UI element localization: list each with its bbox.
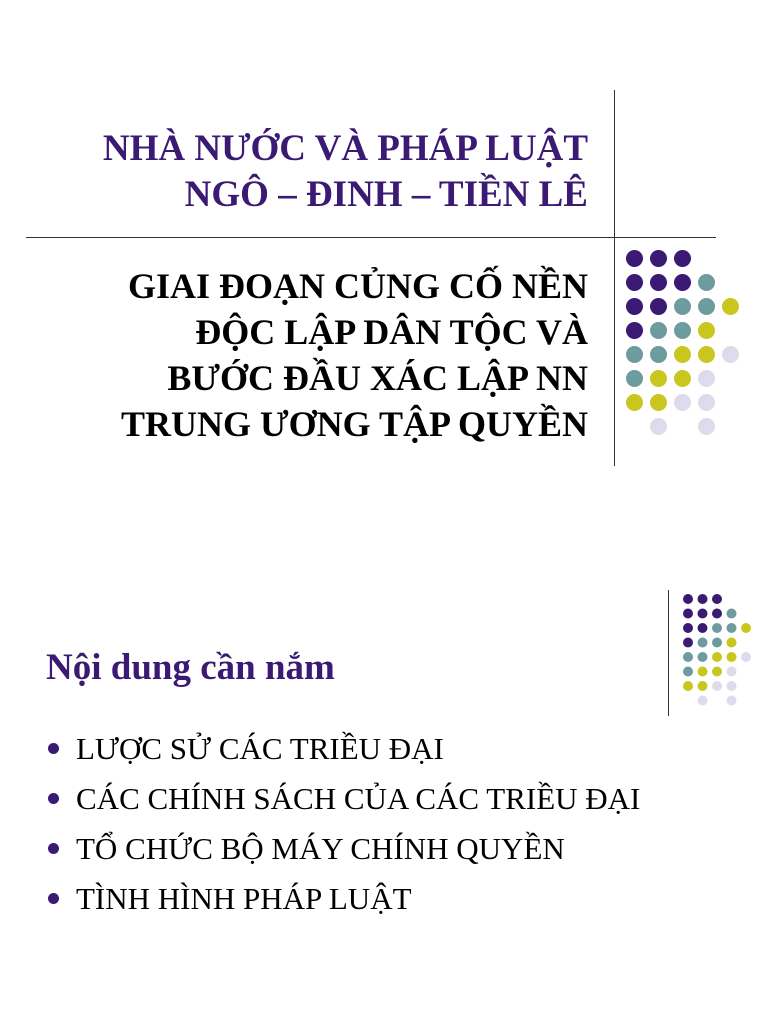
list-item-text: LƯỢC SỬ CÁC TRIỀU ĐẠI (76, 731, 444, 766)
decorative-dot (698, 346, 715, 363)
decorative-dot (698, 652, 708, 662)
decorative-dot (727, 696, 737, 706)
slide-content (0, 512, 768, 1024)
decorative-dot (698, 667, 708, 677)
decorative-dot (683, 638, 693, 648)
decorative-dot (698, 609, 708, 619)
decorative-dot (626, 370, 643, 387)
vertical-divider (668, 590, 669, 716)
decorative-dot (698, 370, 715, 387)
decorative-dot (683, 652, 693, 662)
decorative-dot (626, 346, 643, 363)
list-item-text: CÁC CHÍNH SÁCH CỦA CÁC TRIỀU ĐẠI (76, 781, 641, 816)
subtitle-line: GIAI ĐOẠN CỦNG CỐ NỀN (127, 266, 588, 306)
decorative-dot (712, 667, 722, 677)
decorative-dot (727, 667, 737, 677)
horizontal-divider (26, 237, 716, 238)
subtitle-line: BƯỚC ĐẦU XÁC LẬP NN (167, 358, 588, 398)
list-item-text: TỔ CHỨC BỘ MÁY CHÍNH QUYỀN (76, 831, 565, 866)
decorative-dot (712, 594, 722, 604)
decorative-dot (674, 346, 691, 363)
decorative-dot (712, 609, 722, 619)
decorative-dot (674, 250, 691, 267)
decorative-dot (650, 274, 667, 291)
decorative-dot (727, 681, 737, 691)
decorative-dot (698, 274, 715, 291)
bullet-icon (48, 893, 59, 904)
decorative-dot (722, 346, 739, 363)
decorative-dot (650, 370, 667, 387)
decorative-dot (727, 652, 737, 662)
decorative-dot (674, 322, 691, 339)
list-item (46, 874, 640, 924)
bullet-icon (48, 743, 59, 754)
decorative-dot (741, 652, 751, 662)
decorative-dot (683, 667, 693, 677)
bullet-icon (48, 843, 59, 854)
decorative-dot (698, 638, 708, 648)
decorative-dot (727, 638, 737, 648)
decorative-dot (698, 623, 708, 633)
bullet-icon (48, 793, 59, 804)
decorative-dot (698, 298, 715, 315)
decorative-dot (650, 250, 667, 267)
decorative-dot (712, 638, 722, 648)
decorative-dot (698, 394, 715, 411)
decorative-dot (626, 250, 643, 267)
decorative-dot (712, 623, 722, 633)
subtitle-line: ĐỘC LẬP DÂN TỘC VÀ (195, 312, 588, 352)
decorative-dot (650, 346, 667, 363)
slide-title-text (103, 126, 588, 218)
decorative-dot (698, 594, 708, 604)
decorative-dot (626, 298, 643, 315)
decorative-dot (712, 652, 722, 662)
decorative-dot (674, 298, 691, 315)
decorative-dot (683, 609, 693, 619)
decorative-dot (698, 322, 715, 339)
decorative-dot (741, 623, 751, 633)
decorative-dot (712, 681, 722, 691)
subtitle-line: TRUNG ƯƠNG TẬP QUYỀN (120, 404, 588, 444)
decorative-dot (698, 681, 708, 691)
list-item-text: TÌNH HÌNH PHÁP LUẬT (76, 881, 412, 916)
decorative-dot (650, 322, 667, 339)
list-item (46, 774, 640, 824)
decorative-dot (698, 418, 715, 435)
decorative-dot-grid (683, 594, 758, 709)
content-heading: Nội dung cần nắm (46, 647, 335, 688)
decorative-dot (727, 609, 737, 619)
decorative-dot (650, 418, 667, 435)
decorative-dot (727, 623, 737, 633)
decorative-dot (650, 394, 667, 411)
decorative-dot (698, 696, 708, 706)
decorative-dot (674, 394, 691, 411)
list-item (46, 724, 640, 774)
decorative-dot (626, 322, 643, 339)
decorative-dot (626, 274, 643, 291)
decorative-dot-grid (626, 250, 746, 440)
bullet-list (46, 724, 640, 924)
title-line: NHÀ NƯỚC VÀ PHÁP LUẬT (102, 128, 588, 169)
decorative-dot (683, 623, 693, 633)
list-item (46, 824, 640, 874)
decorative-dot (674, 274, 691, 291)
decorative-dot (674, 370, 691, 387)
decorative-dot (683, 681, 693, 691)
title-line: NGÔ – ĐINH – TIỀN LÊ (184, 174, 588, 215)
vertical-divider (614, 90, 615, 466)
decorative-dot (722, 298, 739, 315)
slide-subtitle (121, 263, 588, 447)
decorative-dot (626, 394, 643, 411)
decorative-dot (650, 298, 667, 315)
decorative-dot (683, 594, 693, 604)
